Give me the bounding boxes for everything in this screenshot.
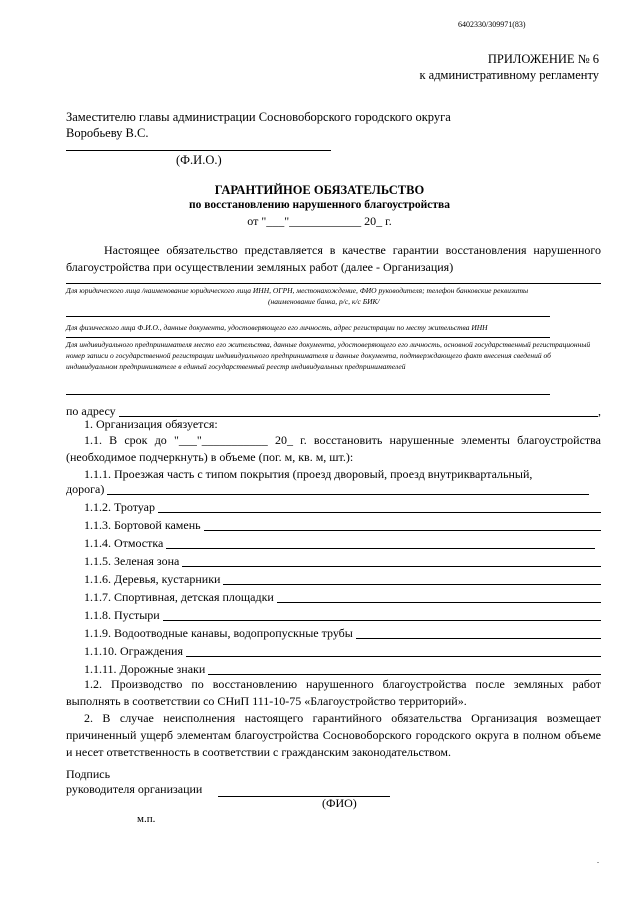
addressee-fio-line: [66, 150, 331, 151]
obligation-1-2: 1.2. Производство по восстановлению нарушенного благоустройства после земляных работ выполнять в соответствии со СНиП 111-10-75 «Благоустройство территорий».: [66, 677, 601, 708]
obligation-item-field[interactable]: [158, 512, 601, 513]
stamp-place-label: м.п.: [137, 813, 156, 825]
organization-line-4: [66, 394, 550, 395]
document-id: 6402330/309971(83): [458, 20, 526, 29]
obligation-item: [66, 571, 601, 588]
signature-field[interactable]: [218, 796, 390, 797]
obligation-item-field[interactable]: [166, 548, 595, 549]
obligation-item-label: 1.1.5. Зеленая зона: [84, 554, 180, 568]
obligation-item-label: 1.1.11. Дорожные знаки: [84, 662, 206, 676]
intro-paragraph: Настоящее обязательство представляется в качестве гарантии восстановления нарушенного благоустройства при осуществлении земляных работ (далее - Организация): [66, 243, 601, 274]
appendix-reference: к административному регламенту: [419, 68, 599, 82]
address-comma: ,: [598, 404, 601, 418]
obligation-item-field[interactable]: [163, 620, 601, 621]
obligation-item: [66, 517, 601, 534]
obligation-1-1-1-cont: [66, 481, 601, 498]
organization-line-1: [66, 283, 601, 284]
obligation-item: [66, 643, 601, 660]
obligation-item-field[interactable]: [186, 656, 601, 657]
obligation-1-1-1-road: дорога): [66, 482, 105, 496]
obligation-item: [66, 535, 601, 552]
obligation-item-label: 1.1.9. Водоотводные канавы, водопропускные трубы: [84, 626, 353, 640]
entrepreneur-note: Для индивидуального предпринимателя место его жительства, данные документа, удостоверяющего его личность, основной государственный регистрационный номер записи о государственной регистрации индивидуального предпринимателя и данные документа, подтверждающего факт внесения сведений об индивидуальном предпринимателе в единый государственный реестр индивидуальных предпринимателей: [66, 340, 591, 371]
obligation-item-label: 1.1.4. Отмостка: [84, 536, 164, 550]
obligation-item-field[interactable]: [182, 566, 601, 567]
appendix-number: ПРИЛОЖЕНИЕ № 6: [487, 52, 599, 66]
obligation-item: [66, 589, 601, 606]
bank-details-note: (наименование банка, р/с, к/с БИК/: [268, 297, 380, 306]
obligation-item-label: 1.1.8. Пустыри: [84, 608, 160, 622]
addressee-position: Заместителю главы администрации Сосновоборского городского округа: [66, 110, 451, 124]
legal-entity-note: Для юридического лица /наименование юридического лица ИНН, ОГРН, местонахождение, ФИО руководителя; телефон банковские реквизиты: [66, 286, 529, 295]
obligation-2: 2. В случае неисполнения настоящего гарантийного обязательства Организация возмещает причиненный ущерб элементам благоустройства Сосновоборского городского округа в полном объеме и несет ответственность в соответствии с гражданским законодательством.: [66, 711, 601, 759]
obligation-1-1: 1.1. В срок до "___"___________ 20_ г. восстановить нарушенные элементы благоустройства (необходимое подчеркнуть) в объеме (пог. м, кв. м, шт.):: [66, 433, 601, 464]
obligation-item-label: 1.1.7. Спортивная, детская площадки: [84, 590, 274, 604]
document-date: от "___"____________ 20_ г.: [247, 214, 392, 228]
obligation-item-field[interactable]: [204, 530, 601, 531]
obligation-item-field[interactable]: [223, 584, 601, 585]
obligation-item-field[interactable]: [208, 674, 601, 675]
obligation-item: [66, 499, 601, 516]
obligation-item: [66, 607, 601, 624]
obligation-item-label: 1.1.10. Ограждения: [84, 644, 183, 658]
document-title: ГАРАНТИЙНОЕ ОБЯЗАТЕЛЬСТВО: [214, 183, 425, 197]
individual-note: Для физического лица Ф.И.О., данные документа, удостоверяющего его личность, адрес регистрации по месту жительства ИНН: [66, 323, 488, 332]
document-subtitle: по восстановлению нарушенного благоустройства: [189, 199, 450, 211]
page-mark: .: [597, 856, 599, 865]
obligation-item: [66, 625, 601, 642]
address-label: по адресу: [66, 404, 116, 418]
signature-head-label: руководителя организации: [66, 782, 203, 796]
obligation-item-label: 1.1.3. Бортовой камень: [84, 518, 201, 532]
obligation-1-1-1: 1.1.1. Проезжая часть с типом покрытия (проезд дворовый, проезд внутриквартальный,: [84, 467, 533, 481]
signature-fio-label: (ФИО): [322, 796, 357, 810]
obligation-item-field[interactable]: [277, 602, 601, 603]
obligations-heading: 1. Организация обязуется:: [84, 417, 218, 431]
road-volume-field[interactable]: [107, 494, 589, 495]
fio-label: (Ф.И.О.): [176, 153, 222, 167]
obligation-item-label: 1.1.2. Тротуар: [84, 500, 155, 514]
addressee-name: Воробьеву В.С.: [66, 126, 149, 140]
obligation-item-field[interactable]: [356, 638, 601, 639]
organization-line-3: [66, 337, 550, 338]
obligation-item-label: 1.1.6. Деревья, кустарники: [84, 572, 221, 586]
organization-line-2: [66, 316, 550, 317]
signature-label: Подпись: [66, 767, 111, 781]
obligation-item: [66, 553, 601, 570]
